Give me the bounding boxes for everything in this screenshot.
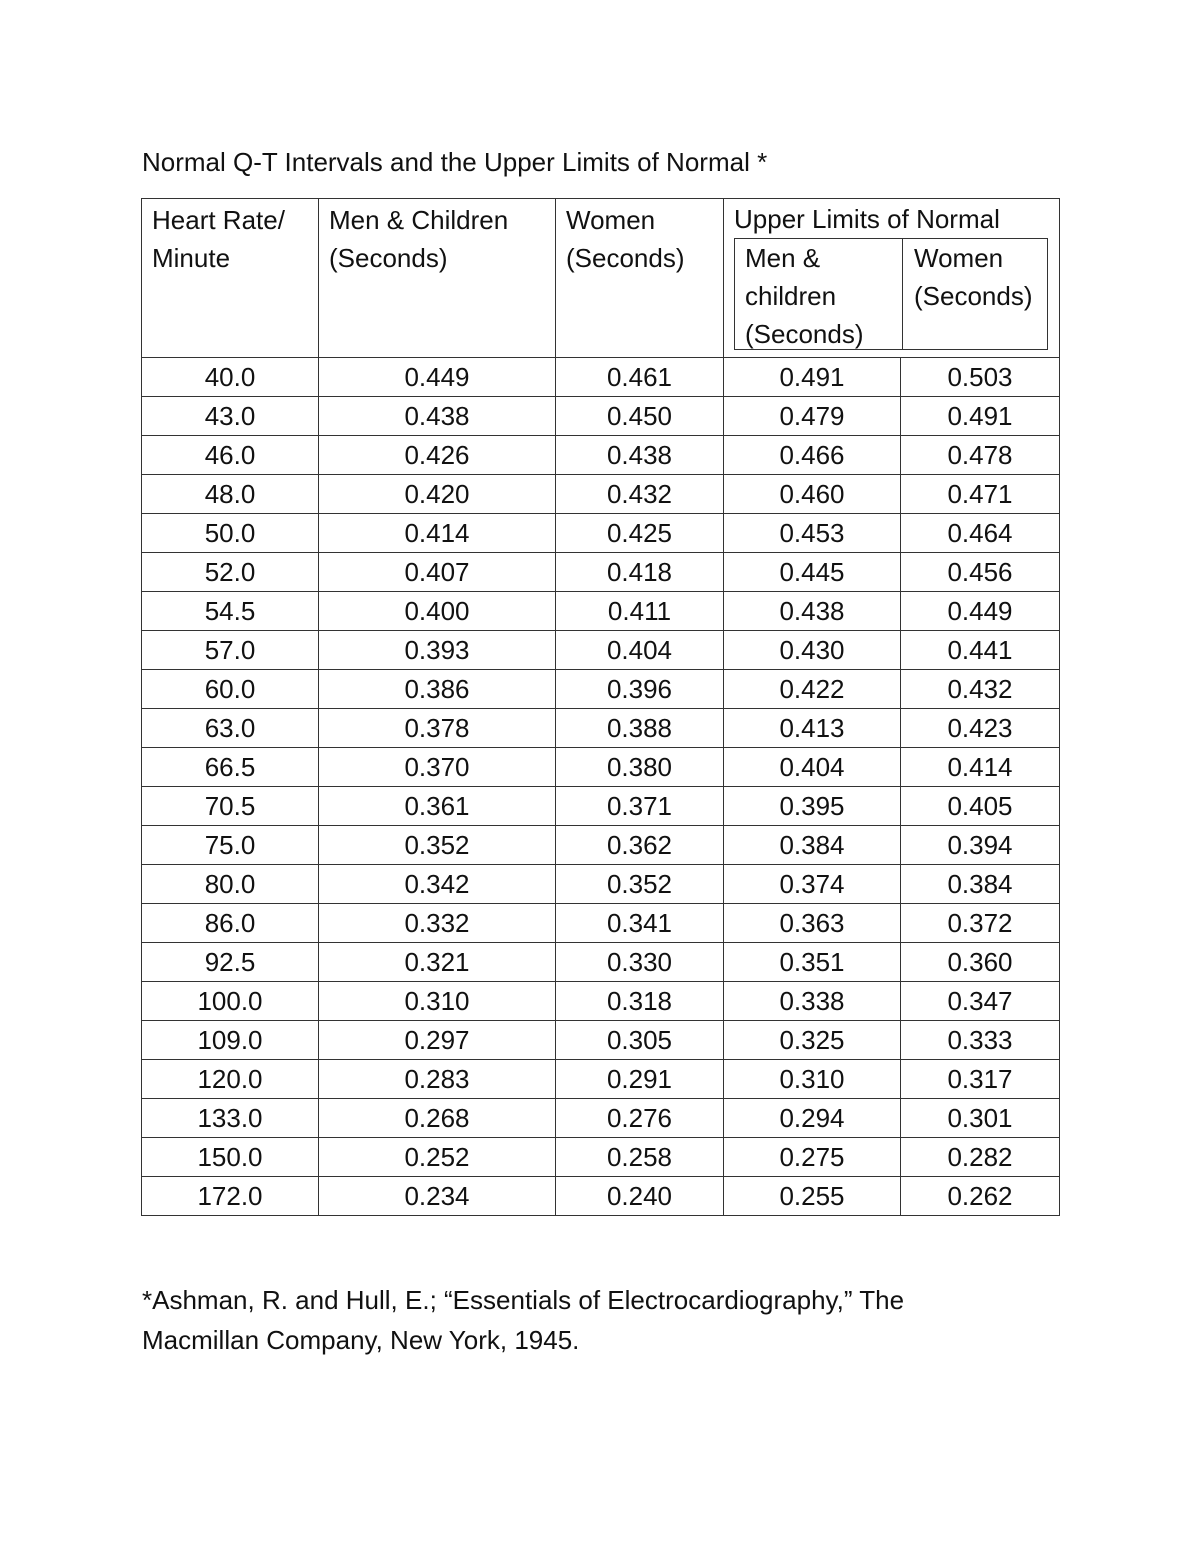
cell-men-children: 0.297 [319,1021,556,1060]
table-row [142,826,1060,865]
cell-heart-rate: 54.5 [142,592,319,631]
cell-upper-men-children: 0.413 [724,709,901,748]
table-header-row [142,199,1060,358]
qt-intervals-table [141,198,1060,1216]
table-row [142,358,1060,397]
cell-heart-rate: 150.0 [142,1138,319,1177]
table-row [142,631,1060,670]
header-men-children-line: Men & Children [329,205,509,235]
cell-heart-rate: 57.0 [142,631,319,670]
table-body [142,358,1060,1216]
cell-men-children: 0.234 [319,1177,556,1216]
cell-upper-men-children: 0.430 [724,631,901,670]
cell-women: 0.388 [556,709,724,748]
cell-women: 0.371 [556,787,724,826]
cell-women: 0.380 [556,748,724,787]
cell-upper-women: 0.347 [901,982,1060,1021]
cell-heart-rate: 50.0 [142,514,319,553]
cell-heart-rate: 75.0 [142,826,319,865]
cell-heart-rate: 46.0 [142,436,319,475]
cell-upper-men-children: 0.294 [724,1099,901,1138]
header-women [556,199,724,358]
table-row [142,1060,1060,1099]
cell-men-children: 0.378 [319,709,556,748]
header-heart-rate-line: Minute [152,243,231,273]
table-row [142,1177,1060,1216]
cell-upper-men-children: 0.460 [724,475,901,514]
cell-upper-women: 0.478 [901,436,1060,475]
cell-women: 0.425 [556,514,724,553]
cell-upper-men-children: 0.479 [724,397,901,436]
cell-upper-men-children: 0.310 [724,1060,901,1099]
cell-upper-men-children: 0.445 [724,553,901,592]
footnote-line: *Ashman, R. and Hull, E.; “Essentials of Electrocardiography,” The [142,1285,905,1315]
table-row [142,787,1060,826]
table-row [142,1138,1060,1177]
cell-heart-rate: 43.0 [142,397,319,436]
cell-women: 0.396 [556,670,724,709]
cell-men-children: 0.407 [319,553,556,592]
cell-heart-rate: 60.0 [142,670,319,709]
cell-upper-men-children: 0.491 [724,358,901,397]
table-row [142,436,1060,475]
cell-upper-women: 0.423 [901,709,1060,748]
cell-heart-rate: 48.0 [142,475,319,514]
header-upper-women-line: (Seconds) [914,281,1033,311]
cell-women: 0.276 [556,1099,724,1138]
header-women-line: (Seconds) [566,243,685,273]
cell-women: 0.318 [556,982,724,1021]
cell-upper-women: 0.317 [901,1060,1060,1099]
table-row [142,1099,1060,1138]
cell-upper-women: 0.262 [901,1177,1060,1216]
cell-women: 0.432 [556,475,724,514]
cell-upper-men-children: 0.255 [724,1177,901,1216]
cell-upper-women: 0.384 [901,865,1060,904]
cell-men-children: 0.352 [319,826,556,865]
table-row [142,1021,1060,1060]
cell-women: 0.418 [556,553,724,592]
cell-men-children: 0.438 [319,397,556,436]
cell-women: 0.305 [556,1021,724,1060]
cell-upper-men-children: 0.395 [724,787,901,826]
cell-upper-men-children: 0.453 [724,514,901,553]
cell-upper-men-children: 0.363 [724,904,901,943]
cell-upper-women: 0.503 [901,358,1060,397]
cell-upper-women: 0.405 [901,787,1060,826]
cell-heart-rate: 52.0 [142,553,319,592]
cell-upper-women: 0.360 [901,943,1060,982]
cell-men-children: 0.252 [319,1138,556,1177]
cell-men-children: 0.321 [319,943,556,982]
cell-women: 0.330 [556,943,724,982]
cell-upper-men-children: 0.438 [724,592,901,631]
cell-heart-rate: 63.0 [142,709,319,748]
header-women-line: Women [566,205,656,235]
upper-limits-subheader-box [734,238,1048,350]
cell-women: 0.461 [556,358,724,397]
header-upper-women-line: Women [914,243,1004,273]
table-row [142,475,1060,514]
cell-heart-rate: 66.5 [142,748,319,787]
cell-upper-women: 0.301 [901,1099,1060,1138]
header-men-children [319,199,556,358]
cell-upper-men-children: 0.351 [724,943,901,982]
cell-upper-men-children: 0.338 [724,982,901,1021]
cell-upper-women: 0.333 [901,1021,1060,1060]
cell-upper-men-children: 0.275 [724,1138,901,1177]
cell-upper-men-children: 0.325 [724,1021,901,1060]
header-men-children-line: (Seconds) [329,243,448,273]
footnote-citation [142,1280,1042,1360]
table-row [142,982,1060,1021]
cell-women: 0.240 [556,1177,724,1216]
header-heart-rate-line: Heart Rate/ [152,205,285,235]
cell-women: 0.450 [556,397,724,436]
cell-heart-rate: 92.5 [142,943,319,982]
cell-upper-women: 0.282 [901,1138,1060,1177]
cell-upper-men-children: 0.374 [724,865,901,904]
cell-upper-women: 0.394 [901,826,1060,865]
header-upper-women [903,239,1047,349]
cell-upper-women: 0.456 [901,553,1060,592]
cell-men-children: 0.283 [319,1060,556,1099]
cell-men-children: 0.426 [319,436,556,475]
cell-women: 0.411 [556,592,724,631]
cell-men-children: 0.361 [319,787,556,826]
cell-heart-rate: 109.0 [142,1021,319,1060]
cell-women: 0.352 [556,865,724,904]
cell-heart-rate: 40.0 [142,358,319,397]
cell-heart-rate: 80.0 [142,865,319,904]
header-upper-men-children-line: Men & [745,243,821,273]
header-upper-men-children [735,239,903,349]
cell-men-children: 0.393 [319,631,556,670]
cell-women: 0.438 [556,436,724,475]
cell-upper-women: 0.432 [901,670,1060,709]
cell-men-children: 0.310 [319,982,556,1021]
table-row [142,397,1060,436]
table-row [142,943,1060,982]
table-row [142,514,1060,553]
cell-heart-rate: 133.0 [142,1099,319,1138]
table-row [142,670,1060,709]
page-title: Normal Q-T Intervals and the Upper Limits of Normal * [142,147,768,177]
table-row [142,865,1060,904]
cell-men-children: 0.386 [319,670,556,709]
header-upper-limits [724,199,1060,358]
cell-upper-women: 0.491 [901,397,1060,436]
cell-women: 0.341 [556,904,724,943]
cell-heart-rate: 120.0 [142,1060,319,1099]
table-row [142,592,1060,631]
cell-women: 0.404 [556,631,724,670]
header-upper-limits-title: Upper Limits of Normal [734,204,1000,234]
cell-upper-men-children: 0.384 [724,826,901,865]
table-row [142,748,1060,787]
cell-upper-women: 0.449 [901,592,1060,631]
cell-upper-women: 0.464 [901,514,1060,553]
cell-men-children: 0.420 [319,475,556,514]
cell-upper-men-children: 0.422 [724,670,901,709]
table-row [142,904,1060,943]
cell-upper-women: 0.372 [901,904,1060,943]
cell-heart-rate: 100.0 [142,982,319,1021]
cell-upper-women: 0.441 [901,631,1060,670]
cell-women: 0.258 [556,1138,724,1177]
header-upper-men-children-line: (Seconds) [745,319,864,349]
cell-heart-rate: 172.0 [142,1177,319,1216]
cell-men-children: 0.332 [319,904,556,943]
table-row [142,553,1060,592]
cell-women: 0.362 [556,826,724,865]
cell-men-children: 0.400 [319,592,556,631]
cell-upper-men-children: 0.404 [724,748,901,787]
cell-men-children: 0.342 [319,865,556,904]
cell-men-children: 0.449 [319,358,556,397]
cell-men-children: 0.414 [319,514,556,553]
cell-upper-men-children: 0.466 [724,436,901,475]
cell-upper-women: 0.414 [901,748,1060,787]
footnote-line: Macmillan Company, New York, 1945. [142,1325,580,1355]
header-heart-rate [142,199,319,358]
cell-heart-rate: 86.0 [142,904,319,943]
cell-upper-women: 0.471 [901,475,1060,514]
cell-men-children: 0.268 [319,1099,556,1138]
cell-heart-rate: 70.5 [142,787,319,826]
header-upper-men-children-line: children [745,281,837,311]
cell-women: 0.291 [556,1060,724,1099]
cell-men-children: 0.370 [319,748,556,787]
table-row [142,709,1060,748]
